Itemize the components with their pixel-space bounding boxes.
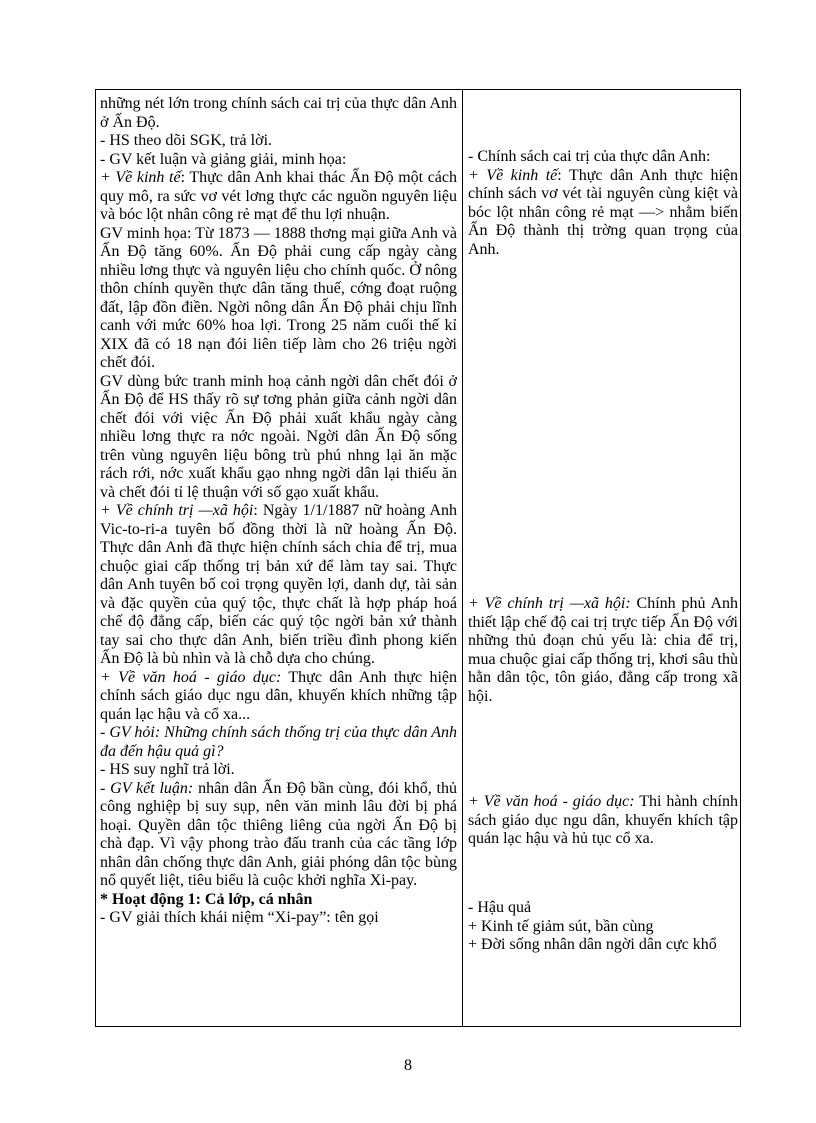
left-paragraph-6: GV dùng bức tranh minh hoạ cảnh ngời dân chết đói ở Ấn Độ để HS thấy rõ sự tơng phản giữa cảnh ngời dân chết đói với việc Ấn Độ phải xuất khẩu ngày càng nhiều lơng thực ra nớc ngoài. Ngời dân Ấn Độ sống trên vùng nguyên liệu bông trù phú nhng lại ăn mặc rách rới, nớc xuất khẩu gạo nhng ngời dân lại thiếu ăn và chết đói tỉ lệ thuận với số gạo xuất khẩu. — [100, 372, 457, 501]
left-paragraph-culture — [100, 669, 457, 725]
right-paragraph-consequences: - Hậu quả — [468, 899, 532, 916]
right-politics-text: Chính phủ Anh thiết lập chế độ cai trị trực tiếp Ấn Độ với những thủ đoạn chủ yếu là: chia để trị, mua chuộc giai cấp thống trị, khơi sâu thù hằn dân tộc, tôn giáo, đẳng cấp trong xã hội. — [468, 595, 738, 705]
lesson-table — [95, 89, 741, 1027]
right-culture-heading: + Về văn hoá - giáo dục: — [468, 793, 635, 810]
left-paragraph-5: GV minh họa: Từ 1873 — 1888 thơng mại giữa Anh và Ấn Độ tăng 60%. Ấn Độ phải cung cấp ngày càng nhiều lơng thực và nguyên liệu cho chính quốc. Ở nông thôn chính quyền thực dân tăng thuế, cớng đoạt ruộng đất, lập đồn điền. Ngời nông dân Ấn Độ phải chịu lĩnh canh với mức 60% hoa lợi. Trong 25 năm cuối thế kỉ XIX đã có 18 nạn đói liên tiếp làm cho 26 triệu ngời chết đói. — [100, 224, 457, 371]
politics-heading: + Về chính trị —xã hội — [100, 502, 254, 519]
left-paragraph-economy — [100, 169, 457, 225]
left-paragraph-13: - GV giải thích khái niệm “Xi-pay”: tên gọi — [100, 909, 379, 926]
left-paragraph-3: - GV kết luận và giảng giải, minh họa: — [100, 150, 347, 168]
left-paragraph-1: những nét lớn trong chính sách cai trị của thực dân Anh ở Ấn Độ. — [100, 95, 457, 131]
left-paragraph-10: - HS suy nghĩ trả lời. — [100, 761, 235, 778]
right-paragraph-economy — [468, 167, 738, 260]
right-paragraph-hardship: + Đời sống nhân dân ngời dân cực khổ — [468, 936, 717, 953]
left-paragraph-question: - GV hỏi: Những chính sách thống trị của thực dân Anh đa đến hậu quả gì? — [100, 724, 457, 760]
left-paragraph-2: - HS theo dõi SGK, trả lời. — [100, 132, 273, 149]
column-divider — [462, 90, 463, 1026]
right-block-policy — [468, 148, 738, 259]
activity-heading: * Hoạt động 1: Cả lớp, cá nhân — [100, 890, 313, 908]
right-paragraph-culture — [468, 793, 738, 849]
left-paragraph-politics — [100, 502, 457, 669]
right-economy-heading: + Về kinh tế — [468, 166, 558, 184]
economy-heading: + Về kinh tế — [100, 169, 181, 186]
right-economy-text: : Thực dân Anh thực hiện chính sách vơ vét tài nguyên cùng kiệt và bóc lột nhân công rẻ mạt —> nhằm biến Ấn Độ thành thị trờng quan trọng của Anh. — [468, 166, 738, 258]
right-block-consequences — [468, 899, 738, 955]
politics-text: : Ngày 1/1/1887 nữ hoàng Anh Vic-to-ri-a tuyên bố đồng thời là nữ hoàng Ấn Độ. Thực dân Anh đã thực hiện chính sách chia để trị, mua chuộc giai cấp thống trị bản xứ để làm tay sai. Thực dân Anh tuyên bố coi trọng quyền lợi, danh dự, tài sản và đặc quyền của quý tộc, thực chất là hợp pháp hoá chế độ đẳng cấp, biến các quý tộc ngời bản xứ thành tay sai cho thực dân Anh, biến triều đình phong kiến Ấn Độ là bù nhìn và là chỗ dựa cho chúng. — [100, 502, 457, 667]
culture-text: Thực dân Anh thực hiện chính sách giáo dục ngu dân, khuyến khích những tập quán lạc hậu và cổ xa... — [100, 668, 457, 723]
right-politics-heading: + Về chính trị —xã hội: — [468, 595, 631, 612]
right-block-politics — [468, 595, 738, 706]
conclusion-text: nhân dân Ấn Độ bần cùng, đói khổ, thủ công nghiệp bị suy sụp, nên văn minh lâu đời bị phá hoại. Quyền dân tộc thiêng liêng của ngời Ấn Độ bị chà đạp. Vì vậy phong trào đấu tranh của các tầng lớp nhân dân chống thực dân Anh, giải phóng dân tộc bùng nổ quyết liệt, tiêu biểu là cuộc khởi nghĩa Xi-pay. — [100, 779, 457, 889]
page-number: 8 — [404, 1057, 412, 1074]
left-paragraph-conclusion — [100, 780, 457, 891]
right-paragraph-economy-decline: + Kinh tế giảm sút, bần cùng — [468, 917, 654, 935]
knowledge-column — [468, 90, 738, 1020]
culture-heading: + Về văn hoá - giáo dục: — [100, 668, 282, 686]
right-culture-text: Thi hành chính sách giáo dục ngu dân, khuyến khích tập quán lạc hậu và hủ tục cổ xa. — [468, 793, 738, 847]
right-paragraph-politics — [468, 595, 738, 706]
teacher-student-activity-column — [100, 95, 457, 1025]
conclusion-heading: - GV kết luận: — [100, 779, 194, 797]
economy-text: : Thực dân Anh khai thác Ấn Độ một cách quy mô, ra sức vơ vét lơng thực các nguồn nguyên liệu và bóc lột nhân công rẻ mạt để thu lợi nhuận. — [100, 169, 457, 223]
right-paragraph-1: - Chính sách cai trị của thực dân Anh: — [468, 148, 711, 165]
right-block-culture — [468, 793, 738, 849]
